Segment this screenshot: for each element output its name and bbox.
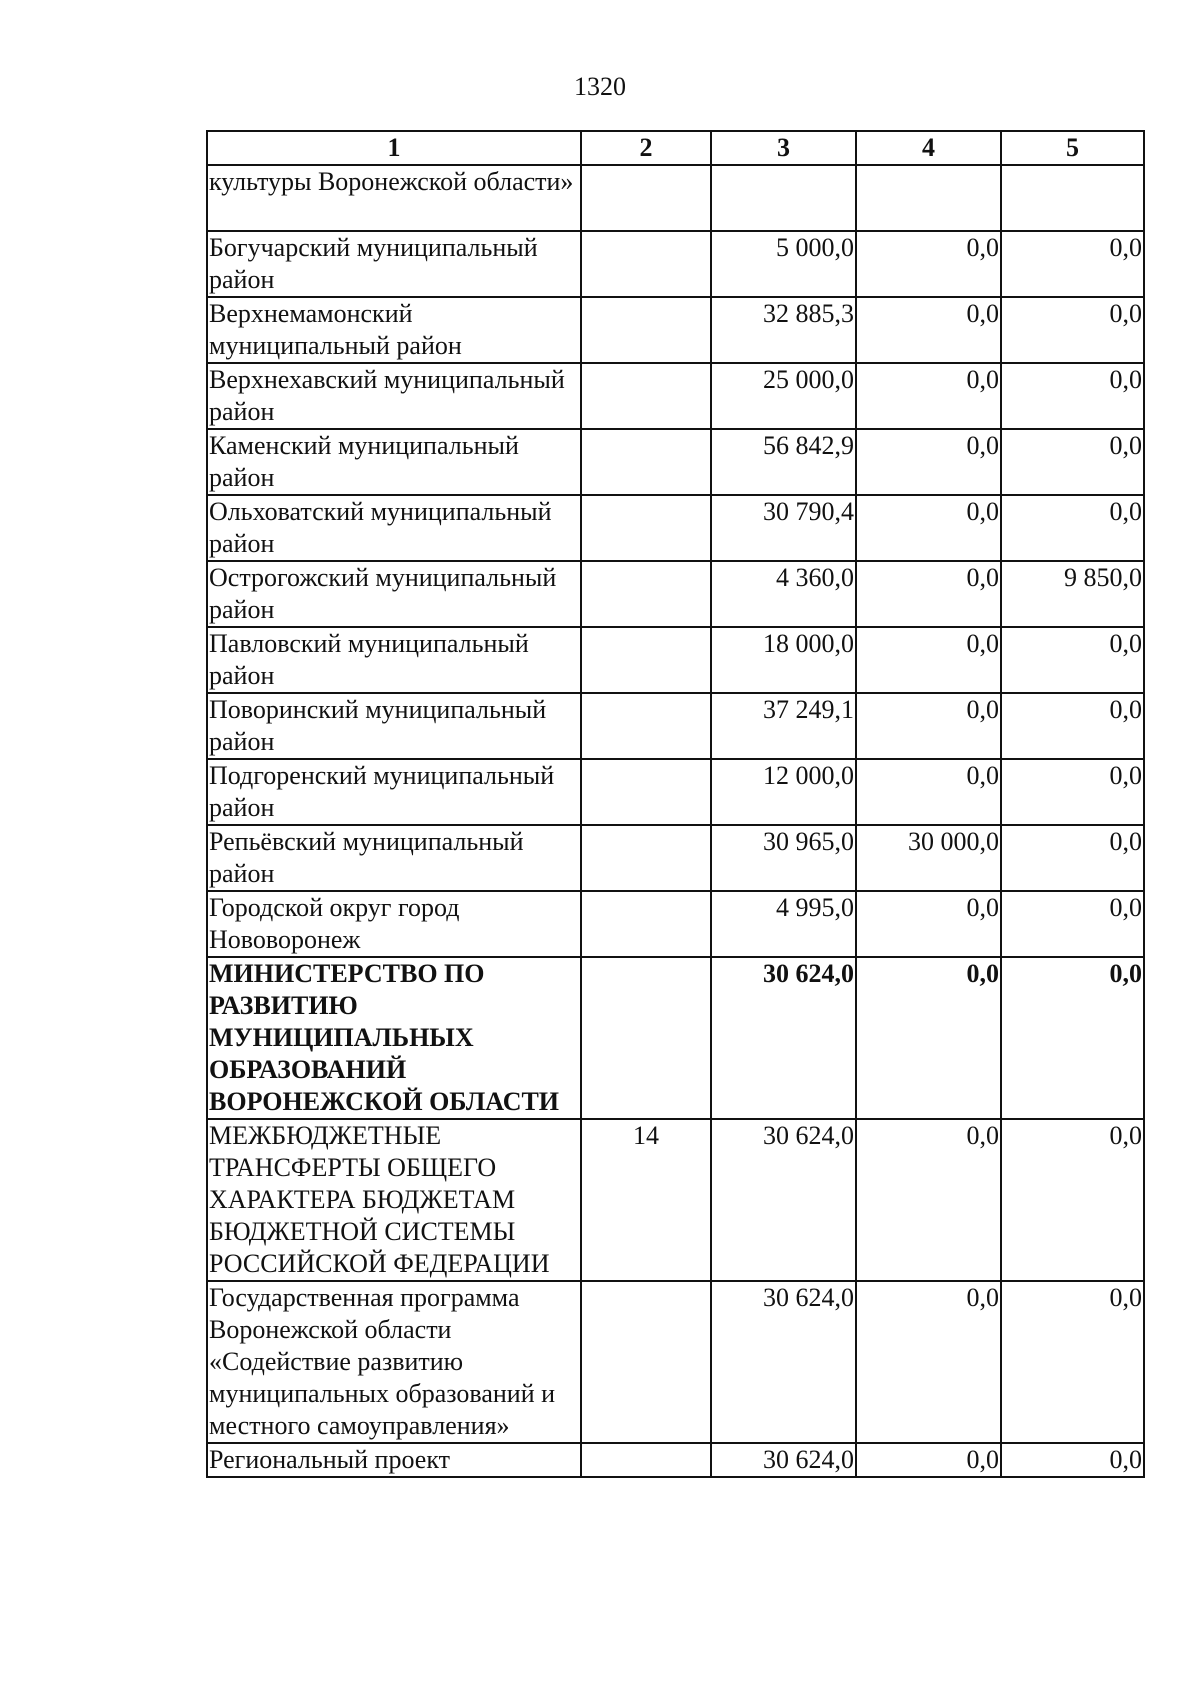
row-value-col3: 30 624,0 [711,1281,856,1443]
page-number: 1320 [574,72,626,101]
row-value-col5: 0,0 [1001,495,1144,561]
table-row [207,627,1144,693]
row-name: Богучарский муниципальный район [207,231,581,297]
row-value-col5: 0,0 [1001,429,1144,495]
row-value-col5: 0,0 [1001,231,1144,297]
row-value-col3: 30 624,0 [711,1119,856,1281]
row-code [581,825,711,891]
row-value-col4: 30 000,0 [856,825,1001,891]
row-name: Поворинский муниципальный район [207,693,581,759]
row-value-col5: 0,0 [1001,297,1144,363]
row-value-col4: 0,0 [856,759,1001,825]
row-code [581,759,711,825]
row-code [581,1281,711,1443]
table-row [207,231,1144,297]
row-value-col3: 37 249,1 [711,693,856,759]
header-col-1: 1 [207,131,581,165]
row-value-col5 [1001,165,1144,231]
row-value-col3: 32 885,3 [711,297,856,363]
row-name: Государственная программа Воронежской области «Содействие развитию муниципальных образований и местного самоуправления» [207,1281,581,1443]
row-value-col5: 0,0 [1001,891,1144,957]
row-code [581,693,711,759]
table-row [207,1119,1144,1281]
row-code [581,429,711,495]
row-value-col5: 9 850,0 [1001,561,1144,627]
row-value-col4: 0,0 [856,429,1001,495]
row-name: Верхнемамонский муниципальный район [207,297,581,363]
row-code [581,1443,711,1477]
row-value-col3: 18 000,0 [711,627,856,693]
table-row [207,1281,1144,1443]
row-code [581,495,711,561]
row-value-col5: 0,0 [1001,957,1144,1119]
row-code: 14 [581,1119,711,1281]
row-value-col5: 0,0 [1001,759,1144,825]
row-code [581,891,711,957]
row-code [581,561,711,627]
row-value-col5: 0,0 [1001,825,1144,891]
row-value-col3: 56 842,9 [711,429,856,495]
row-name: Подгоренский муниципальный район [207,759,581,825]
table-row [207,495,1144,561]
row-name: Региональный проект [207,1443,581,1477]
row-value-col3: 5 000,0 [711,231,856,297]
table-row [207,693,1144,759]
header-col-4: 4 [856,131,1001,165]
row-value-col4: 0,0 [856,1119,1001,1281]
table-row [207,759,1144,825]
row-value-col3: 4 995,0 [711,891,856,957]
table-row [207,825,1144,891]
row-name: Городской округ город Нововоронеж [207,891,581,957]
row-value-col3 [711,165,856,231]
table-row [207,1443,1144,1477]
row-value-col3: 30 790,4 [711,495,856,561]
table-row [207,297,1144,363]
row-value-col4: 0,0 [856,891,1001,957]
row-value-col5: 0,0 [1001,363,1144,429]
row-name: Каменский муниципальный район [207,429,581,495]
row-value-col4: 0,0 [856,363,1001,429]
row-code [581,363,711,429]
row-value-col3: 30 965,0 [711,825,856,891]
table-header-row [207,131,1144,165]
row-code [581,231,711,297]
header-col-5: 5 [1001,131,1144,165]
row-name: культуры Воронежской области» [207,165,581,231]
header-col-3: 3 [711,131,856,165]
row-name: МЕЖБЮДЖЕТНЫЕ ТРАНСФЕРТЫ ОБЩЕГО ХАРАКТЕРА БЮДЖЕТАМ БЮДЖЕТНОЙ СИСТЕМЫ РОССИЙСКОЙ ФЕДЕРАЦИИ [207,1119,581,1281]
row-name: Верхнехавский муниципальный район [207,363,581,429]
row-value-col4: 0,0 [856,1443,1001,1477]
row-value-col4: 0,0 [856,627,1001,693]
row-value-col5: 0,0 [1001,693,1144,759]
row-value-col3: 4 360,0 [711,561,856,627]
table-row [207,429,1144,495]
row-value-col3: 30 624,0 [711,957,856,1119]
row-value-col3: 30 624,0 [711,1443,856,1477]
row-value-col3: 12 000,0 [711,759,856,825]
row-value-col4: 0,0 [856,693,1001,759]
row-code [581,627,711,693]
budget-table [206,130,1145,1478]
row-code [581,957,711,1119]
row-value-col4: 0,0 [856,495,1001,561]
row-value-col5: 0,0 [1001,1119,1144,1281]
row-name: Репьёвский муниципальный район [207,825,581,891]
row-code [581,165,711,231]
table-row [207,891,1144,957]
table-row [207,561,1144,627]
table-row-ministry [207,957,1144,1119]
row-value-col4: 0,0 [856,297,1001,363]
row-value-col3: 25 000,0 [711,363,856,429]
table-row [207,363,1144,429]
row-name: Павловский муниципальный район [207,627,581,693]
row-value-col4: 0,0 [856,231,1001,297]
row-name: МИНИСТЕРСТВО ПО РАЗВИТИЮ МУНИЦИПАЛЬНЫХ ОБРАЗОВАНИЙ ВОРОНЕЖСКОЙ ОБЛАСТИ [207,957,581,1119]
row-value-col5: 0,0 [1001,1443,1144,1477]
row-value-col4: 0,0 [856,957,1001,1119]
row-value-col5: 0,0 [1001,627,1144,693]
table-row [207,165,1144,231]
row-value-col4 [856,165,1001,231]
row-value-col5: 0,0 [1001,1281,1144,1443]
row-name: Острогожский муниципальный район [207,561,581,627]
header-col-2: 2 [581,131,711,165]
row-code [581,297,711,363]
row-value-col4: 0,0 [856,1281,1001,1443]
row-value-col4: 0,0 [856,561,1001,627]
row-name: Ольховатский муниципальный район [207,495,581,561]
